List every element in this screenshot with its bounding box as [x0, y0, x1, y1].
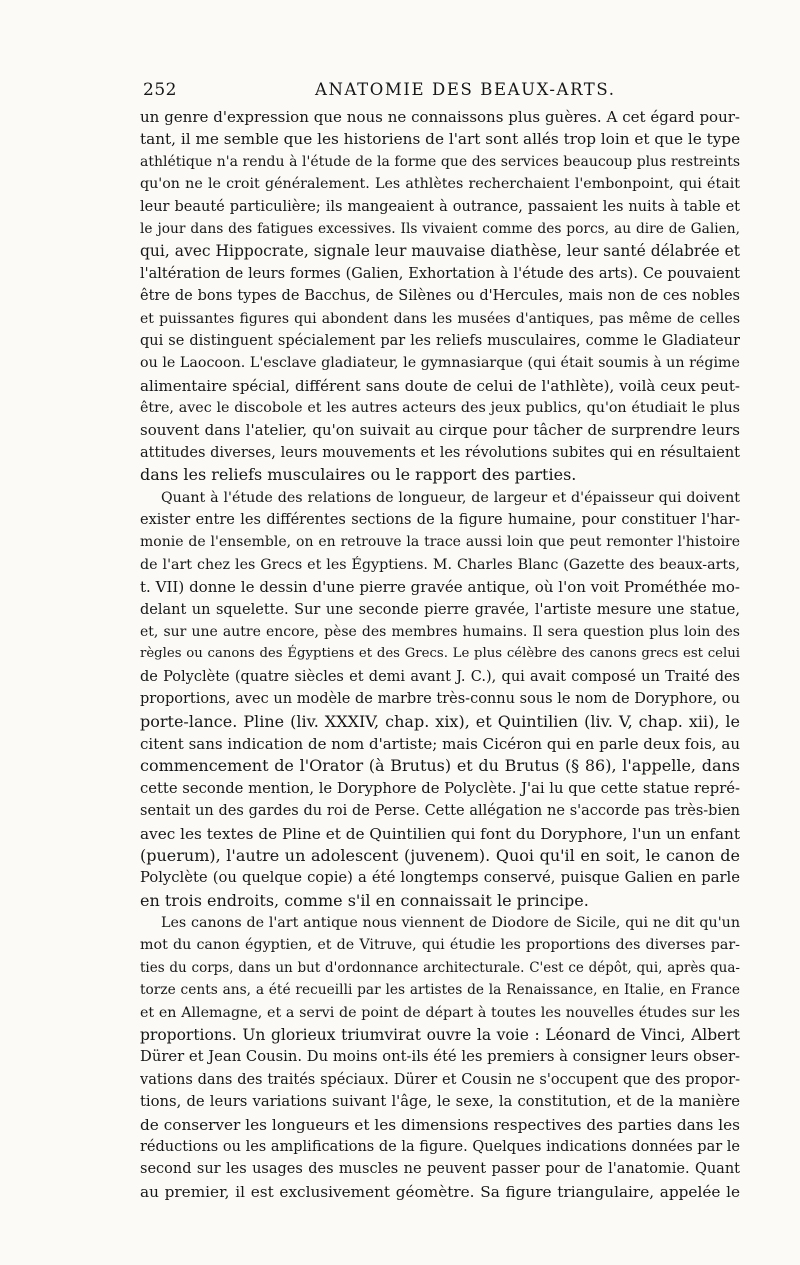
text-line: porte-lance. Pline (liv. XXXIV, chap. xix), et Quintilien (liv. V, chap. xii), le: [140, 711, 740, 731]
text-line: tant, il me semble que les historiens de l'art sont allés trop loin et que le type: [140, 130, 740, 149]
text-line: et, sur une autre encore, pèse des membres humains. Il sera question plus loin des: [140, 623, 740, 640]
text-line: ou le Laocoon. L'esclave gladiateur, le gymnasiarque (qui était soumis à un régime: [140, 355, 740, 372]
text-line: souvent dans l'atelier, qu'on suivait au cirque pour tâcher de surprendre leurs: [140, 421, 740, 440]
text-line: alimentaire spécial, différent sans doute de celui de l'athlète), voilà ceux peut-: [140, 376, 740, 395]
text-line: exister entre les différentes sections de la figure humaine, pour constituer l'har-: [140, 512, 740, 529]
body-text: [140, 106, 740, 1203]
text-line: en trois endroits, comme s'il en connaissait le principe.: [140, 890, 589, 910]
text-line: athlétique n'a rendu à l'étude de la forme que des services beaucoup plus restreints: [140, 153, 740, 170]
text-line: ties du corps, dans un but d'ordonnance architecturale. C'est ce dépôt, qui, après qua-: [140, 959, 740, 976]
text-line: et puissantes figures qui abondent dans les musées d'antiques, pas même de celles: [140, 310, 740, 327]
text-line: monie de l'ensemble, on en retrouve la trace aussi loin que peut remonter l'histoire: [140, 534, 740, 551]
text-line: attitudes diverses, leurs mouvements et les révolutions subites qui en résultaient: [140, 444, 740, 461]
text-line: leur beauté particulière; ils mangeaient à outrance, passaient les nuits à table et: [140, 198, 740, 215]
text-line: l'altération de leurs formes (Galien, Exhortation à l'étude des arts). Ce pouvaient: [140, 265, 740, 282]
text-line: proportions. Un glorieux triumvirat ouvre la voie : Léonard de Vinci, Albert: [140, 1026, 740, 1045]
text-line: de conserver les longueurs et les dimensions respectives des parties dans les: [140, 1115, 740, 1134]
text-line: dans les reliefs musculaires ou le rapport des parties.: [140, 465, 577, 485]
text-line: réductions ou les amplifications de la figure. Quelques indications données par le: [140, 1138, 740, 1155]
text-line: sentait un des gardes du roi de Perse. Cette allégation ne s'accorde pas très-bien: [140, 803, 740, 820]
paragraph-start: Quant à l'étude des relations de longueur, de largeur et d'épaisseur qui doivent: [161, 489, 740, 506]
text-line: être, avec le discobole et les autres acteurs des jeux publics, qu'on étudiait le plus: [140, 400, 740, 417]
text-line: avec les textes de Pline et de Quintilien qui font du Doryphore, l'un un enfant: [140, 824, 740, 843]
paragraph-start: Les canons de l'art antique nous viennent de Diodore de Sicile, qui ne dit qu'un: [161, 915, 740, 932]
page-header: [140, 80, 740, 104]
page-number: 252: [143, 80, 177, 100]
text-line: commencement de l'Orator (à Brutus) et du Brutus (§ 86), l'appelle, dans: [140, 756, 740, 776]
text-line: second sur les usages des muscles ne peuvent passer pour de l'anatomie. Quant: [140, 1161, 740, 1178]
text-line: (puerum), l'autre un adolescent (juvenem). Quoi qu'il en soit, le canon de: [140, 845, 740, 865]
text-line: torze cents ans, a été recueilli par les artistes de la Renaissance, en Italie, en France: [140, 982, 740, 999]
text-line: règles ou canons des Égyptiens et des Grecs. Le plus célèbre des canons grecs est celui: [140, 646, 740, 662]
text-line: un genre d'expression que nous ne connaissons plus guères. A cet égard pour-: [140, 108, 740, 126]
text-line: Dürer et Jean Cousin. Du moins ont-ils été les premiers à consigner leurs obser-: [140, 1048, 740, 1066]
text-line: delant un squelette. Sur une seconde pierre gravée, l'artiste mesure une statue,: [140, 601, 740, 618]
text-line: t. VII) donne le dessin d'une pierre gravée antique, où l'on voit Prométhée mo-: [140, 578, 740, 597]
text-line: citent sans indication de nom d'artiste; mais Cicéron qui en parle deux fois, au: [140, 734, 740, 753]
text-line: de Polyclète (quatre siècles et demi avant J. C.), qui avait composé un Traité des: [140, 668, 740, 685]
text-line: tions, de leurs variations suivant l'âge, le sexe, la constitution, et de la manière: [140, 1093, 740, 1111]
text-line: qui, avec Hippocrate, signale leur mauvaise diathèse, leur santé délabrée et: [140, 242, 740, 261]
text-line: qu'on ne le croit généralement. Les athlètes recherchaient l'embonpoint, qui était: [140, 176, 740, 193]
text-line: et en Allemagne, et a servi de point de départ à toutes les nouvelles études sur les: [140, 1004, 740, 1021]
text-line: mot du canon égyptien, et de Vitruve, qui étudie les proportions des diverses par-: [140, 937, 740, 954]
text-line: proportions, avec un modèle de marbre très-connu sous le nom de Doryphore, ou: [140, 691, 740, 708]
text-line: Polyclète (ou quelque copie) a été longtemps conservé, puisque Galien en parle: [140, 869, 740, 887]
text-line: de l'art chez les Grecs et les Égyptiens. M. Charles Blanc (Gazette des beaux-arts,: [140, 556, 740, 573]
text-line: cette seconde mention, le Doryphore de Polyclète. J'ai lu que cette statue repré-: [140, 779, 740, 797]
running-title: ANATOMIE DES BEAUX-ARTS.: [315, 80, 616, 99]
text-line: être de bons types de Bacchus, de Silènes ou d'Hercules, mais non de ces nobles: [140, 288, 740, 305]
text-line: le jour dans des fatigues excessives. Ils vivaient comme des porcs, au dire de Galien,: [140, 220, 740, 237]
text-line: au premier, il est exclusivement géomètre. Sa figure triangulaire, appelée le: [140, 1182, 740, 1201]
text-line: qui se distinguent spécialement par les reliefs musculaires, comme le Gladiateur: [140, 332, 740, 349]
text-line: vations dans des traités spéciaux. Dürer et Cousin ne s'occupent que des propor-: [140, 1071, 740, 1088]
